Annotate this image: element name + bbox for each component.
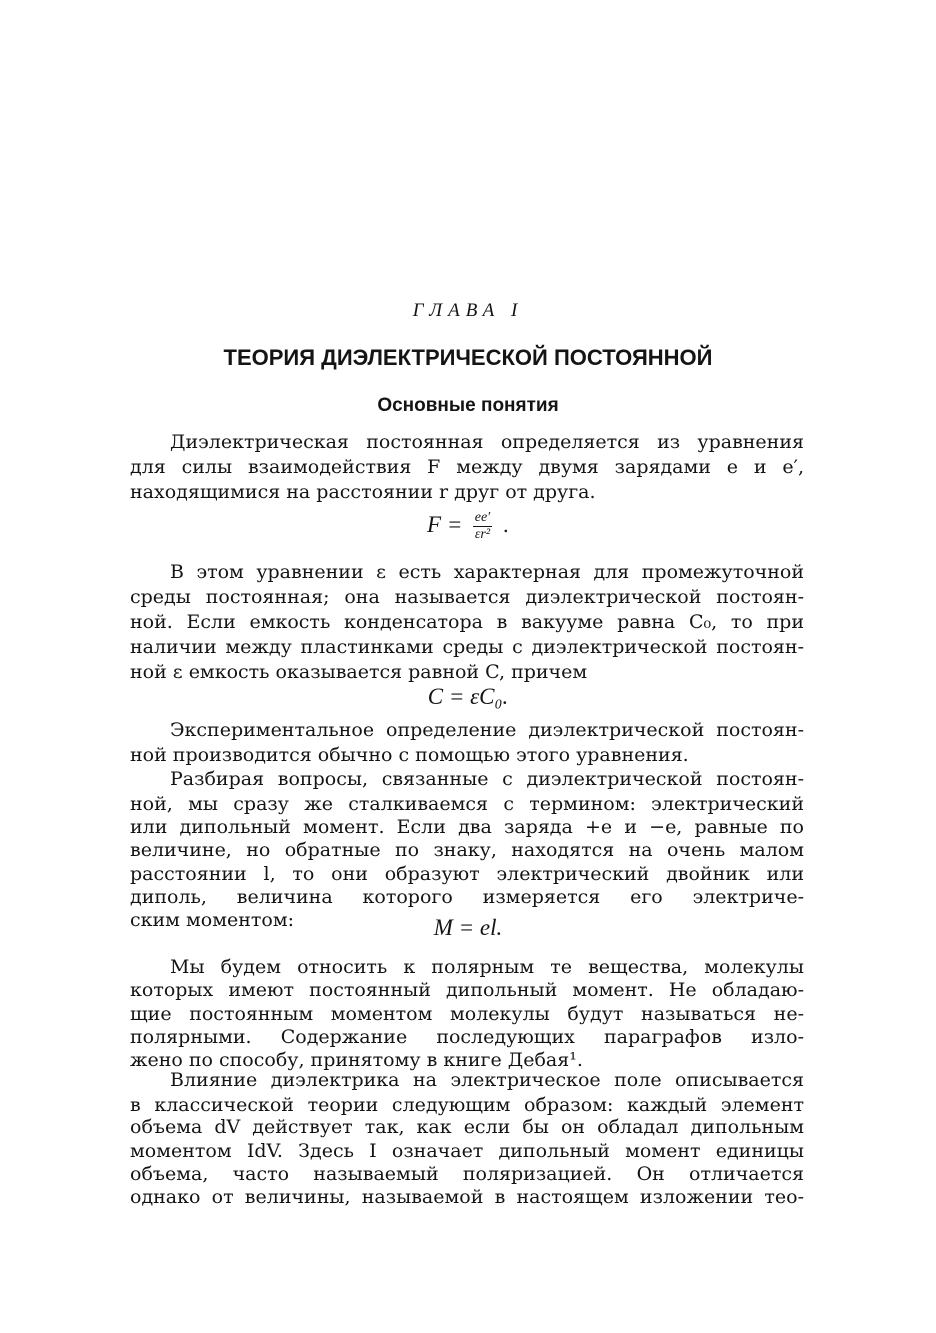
formula-period: .: [502, 513, 509, 537]
text-line: диполь, величина которого измеряется его электриче-: [130, 886, 804, 908]
text-line: объема, часто называемый поляризацией. Он отличается: [130, 1163, 804, 1185]
text-line: ной. Если емкость конденсатора в вакууме равна C₀, то при: [130, 611, 804, 633]
text-line: расстоянии l, то они образуют электрический двойник или: [130, 863, 804, 885]
text-line: В этом уравнении ε есть характерная для промежуточной: [170, 561, 804, 583]
text-line: Диэлектрическая постоянная определяется из уравнения: [170, 431, 804, 453]
text-line: ной производится обычно с помощью этого уравнения.: [130, 744, 689, 766]
text-line: в классической теории следующим образом: каждый элемент: [130, 1094, 804, 1116]
text-line: для силы взаимодействия F между двумя зарядами e и e′,: [130, 456, 804, 478]
text-line: Мы будем относить к полярным те вещества, молекулы: [170, 956, 804, 978]
text-line: однако от величины, называемой в настоящем изложении тео-: [130, 1186, 804, 1208]
text-line: жено по способу, принятому в книге Дебая¹.: [130, 1049, 583, 1071]
text-line: Разбирая вопросы, связанные с диэлектрической постоян-: [170, 768, 804, 790]
text-line: или дипольный момент. Если два заряда +e и −e, равные по: [130, 816, 804, 838]
text-line: Влияние диэлектрика на электрическое поле описывается: [170, 1069, 804, 1091]
fraction-numerator: ee′: [474, 510, 491, 525]
chapter-title: ТЕОРИЯ ДИЭЛЕКТРИЧЕСКОЙ ПОСТОЯННОЙ: [223, 345, 713, 370]
text-line: находящимися на расстоянии r друг от друга.: [130, 481, 596, 503]
text-line: ной, мы сразу же сталкиваемся с термином: электрический: [130, 793, 804, 815]
formula-lhs: F =: [427, 512, 463, 537]
text-line: ной ε емкость оказывается равной C, причем: [130, 661, 588, 683]
text-line: объема dV действует так, как если бы он обладал дипольным: [130, 1116, 804, 1138]
formula-coulomb: [0, 510, 936, 543]
text-line: наличии между пластинками среды с диэлектрической постоян-: [130, 636, 804, 658]
text-line: ским моментом:: [130, 909, 295, 931]
text-line: величине, но обратные по знаку, находятся на очень малом: [130, 839, 804, 861]
fraction: [473, 510, 493, 543]
formula-text: M = el.: [433, 915, 503, 940]
text-line: моментом IdV. Здесь I означает дипольный момент единицы: [130, 1140, 804, 1162]
section-title: Основные понятия: [377, 395, 559, 416]
formula-capacitance: [0, 684, 936, 710]
formula-text: C = εC₀.: [427, 684, 509, 709]
text-line: среды постоянная; она называется диэлектрической постоян-: [130, 586, 804, 608]
chapter-label: ГЛАВА I: [412, 300, 524, 321]
text-line: которых имеют постоянный дипольный момент. Не обладаю-: [130, 979, 804, 1001]
formula-dipole-moment: [0, 915, 936, 941]
text-line: щие постоянным моментом молекулы будут называться не-: [130, 1003, 804, 1025]
text-line: полярными. Содержание последующих параграфов изло-: [130, 1026, 804, 1048]
text-line: Экспериментальное определение диэлектрической постоян-: [170, 719, 804, 741]
fraction-denominator: εr²: [474, 527, 491, 542]
